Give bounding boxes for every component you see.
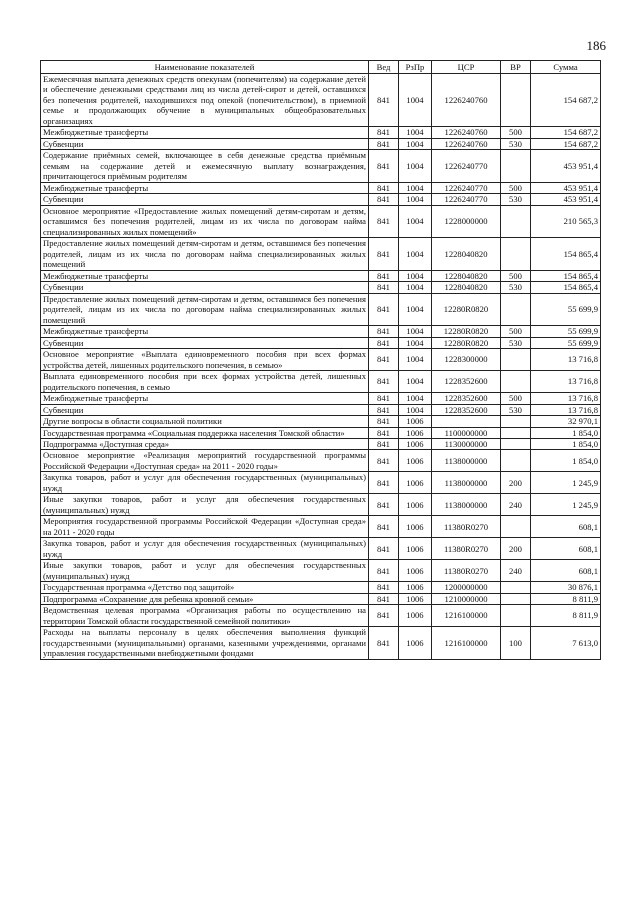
row-csr: 1228000000 [432, 205, 501, 237]
row-vr: 500 [501, 393, 531, 404]
row-rzpr: 1006 [399, 438, 432, 449]
row-rzpr: 1004 [399, 150, 432, 182]
table-row [41, 416, 601, 427]
row-vr [501, 205, 531, 237]
row-rzpr: 1006 [399, 472, 432, 494]
row-sum: 55 699,9 [531, 293, 601, 325]
row-ved: 841 [369, 627, 399, 659]
row-vr [501, 582, 531, 593]
table-row [41, 593, 601, 604]
row-vr [501, 605, 531, 627]
header-ved: Вед [369, 61, 399, 74]
row-ved: 841 [369, 194, 399, 205]
row-name: Закупка товаров, работ и услуг для обеспечения государственных (муниципальных) нужд [41, 538, 369, 560]
row-csr: 1228352600 [432, 404, 501, 415]
row-sum: 55 699,9 [531, 337, 601, 348]
table-row [41, 404, 601, 415]
row-vr: 500 [501, 270, 531, 281]
row-name: Межбюджетные трансферты [41, 182, 369, 193]
table-row [41, 337, 601, 348]
row-rzpr: 1004 [399, 371, 432, 393]
row-vr [501, 238, 531, 270]
row-ved: 841 [369, 593, 399, 604]
row-rzpr: 1004 [399, 74, 432, 127]
row-csr: 11380R0270 [432, 560, 501, 582]
row-csr: 1216100000 [432, 605, 501, 627]
table-row [41, 472, 601, 494]
row-sum: 30 876,1 [531, 582, 601, 593]
budget-table [40, 60, 601, 660]
row-rzpr: 1004 [399, 138, 432, 149]
row-vr: 530 [501, 282, 531, 293]
row-name: Подпрограмма «Доступная среда» [41, 438, 369, 449]
row-ved: 841 [369, 538, 399, 560]
row-rzpr: 1006 [399, 450, 432, 472]
row-rzpr: 1006 [399, 416, 432, 427]
table-row [41, 282, 601, 293]
row-rzpr: 1004 [399, 293, 432, 325]
row-vr [501, 74, 531, 127]
row-vr [501, 593, 531, 604]
row-vr [501, 438, 531, 449]
row-rzpr: 1004 [399, 349, 432, 371]
row-sum: 7 613,0 [531, 627, 601, 659]
row-ved: 841 [369, 605, 399, 627]
header-vr: ВР [501, 61, 531, 74]
row-vr: 530 [501, 337, 531, 348]
row-csr: 11380R0270 [432, 538, 501, 560]
table-row [41, 150, 601, 182]
row-sum: 210 565,3 [531, 205, 601, 237]
row-csr: 11380R0270 [432, 516, 501, 538]
row-sum: 1 245,9 [531, 494, 601, 516]
row-sum: 1 854,0 [531, 438, 601, 449]
row-vr: 200 [501, 472, 531, 494]
table-row [41, 74, 601, 127]
row-sum: 13 716,8 [531, 371, 601, 393]
header-name: Наименование показателей [41, 61, 369, 74]
row-rzpr: 1004 [399, 205, 432, 237]
row-ved: 841 [369, 270, 399, 281]
table-row [41, 238, 601, 270]
row-csr: 12280R0820 [432, 326, 501, 337]
row-rzpr: 1004 [399, 326, 432, 337]
row-vr [501, 293, 531, 325]
table-row [41, 371, 601, 393]
row-sum: 453 951,4 [531, 182, 601, 193]
table-row [41, 582, 601, 593]
row-name: Основное мероприятие «Выплата единовременного пособия при всех формах устройства детей, лишенных родительского попечения, в семью» [41, 349, 369, 371]
row-csr: 1228300000 [432, 349, 501, 371]
row-csr: 1228352600 [432, 371, 501, 393]
row-vr: 500 [501, 127, 531, 138]
header-sum: Сумма [531, 61, 601, 74]
row-csr: 1228040820 [432, 282, 501, 293]
row-name: Другие вопросы в области социальной политики [41, 416, 369, 427]
row-sum: 154 865,4 [531, 238, 601, 270]
row-ved: 841 [369, 371, 399, 393]
table-row [41, 293, 601, 325]
table-row [41, 138, 601, 149]
row-sum: 13 716,8 [531, 349, 601, 371]
row-name: Ведомственная целевая программа «Организация работы по осуществлению на территории Томской области государственной семейной политики» [41, 605, 369, 627]
row-csr: 1226240770 [432, 150, 501, 182]
row-name: Межбюджетные трансферты [41, 270, 369, 281]
row-name: Предоставление жилых помещений детям-сиротам и детям, оставшимся без попечения родителей, лицам из их числа по договорам найма специализированных жилых помещений [41, 238, 369, 270]
row-ved: 841 [369, 516, 399, 538]
row-name: Межбюджетные трансферты [41, 127, 369, 138]
table-row [41, 182, 601, 193]
row-ved: 841 [369, 150, 399, 182]
row-name: Межбюджетные трансферты [41, 326, 369, 337]
row-vr: 240 [501, 494, 531, 516]
table-row [41, 326, 601, 337]
row-csr: 1226240760 [432, 127, 501, 138]
row-rzpr: 1006 [399, 582, 432, 593]
row-csr: 1200000000 [432, 582, 501, 593]
table-row [41, 560, 601, 582]
row-rzpr: 1006 [399, 427, 432, 438]
row-ved: 841 [369, 427, 399, 438]
table-row [41, 438, 601, 449]
row-rzpr: 1004 [399, 194, 432, 205]
row-ved: 841 [369, 450, 399, 472]
table-row [41, 516, 601, 538]
table-row [41, 427, 601, 438]
header-csr: ЦСР [432, 61, 501, 74]
row-ved: 841 [369, 404, 399, 415]
row-sum: 608,1 [531, 516, 601, 538]
row-name: Расходы на выплаты персоналу в целях обеспечения выполнения функций государственными (муниципальными) органами, казенными учреждениями, органами управления государственными внебюджетными фондами [41, 627, 369, 659]
row-csr: 1210000000 [432, 593, 501, 604]
row-csr: 1130000000 [432, 438, 501, 449]
row-name: Субвенции [41, 404, 369, 415]
row-vr [501, 349, 531, 371]
row-sum: 1 245,9 [531, 472, 601, 494]
row-csr: 12280R0820 [432, 293, 501, 325]
row-csr: 1216100000 [432, 627, 501, 659]
row-name: Содержание приёмных семей, включающее в себя денежные средства приёмным семьям на содержание детей и ежемесячную выплату вознаграждения, причитающегося приёмным родителям [41, 150, 369, 182]
row-csr: 1138000000 [432, 450, 501, 472]
row-name: Иные закупки товаров, работ и услуг для обеспечения государственных (муниципальных) нужд [41, 494, 369, 516]
table-row [41, 538, 601, 560]
row-ved: 841 [369, 182, 399, 193]
row-name: Субвенции [41, 337, 369, 348]
row-rzpr: 1006 [399, 593, 432, 604]
row-ved: 841 [369, 238, 399, 270]
row-csr: 1226240770 [432, 182, 501, 193]
row-ved: 841 [369, 393, 399, 404]
row-ved: 841 [369, 138, 399, 149]
row-vr: 530 [501, 138, 531, 149]
row-name: Основное мероприятие «Предоставление жилых помещений детям-сиротам и детям, оставшимся без попечения родителей, лицам из их числа по договорам найма специализированных жилых помещений» [41, 205, 369, 237]
row-name: Мероприятия государственной программы Российской Федерации «Доступная среда» на 2011 - 2020 годы [41, 516, 369, 538]
row-name: Субвенции [41, 138, 369, 149]
row-ved: 841 [369, 472, 399, 494]
row-sum: 154 687,2 [531, 138, 601, 149]
row-ved: 841 [369, 560, 399, 582]
row-csr: 1228352600 [432, 393, 501, 404]
row-rzpr: 1006 [399, 516, 432, 538]
table-header-row [41, 61, 601, 74]
row-rzpr: 1006 [399, 538, 432, 560]
row-vr [501, 427, 531, 438]
row-rzpr: 1006 [399, 605, 432, 627]
row-csr: 1226240770 [432, 194, 501, 205]
row-sum: 1 854,0 [531, 427, 601, 438]
row-rzpr: 1006 [399, 560, 432, 582]
row-ved: 841 [369, 349, 399, 371]
row-ved: 841 [369, 337, 399, 348]
row-csr: 1138000000 [432, 494, 501, 516]
row-sum: 154 865,4 [531, 270, 601, 281]
row-rzpr: 1004 [399, 182, 432, 193]
row-name: Выплата единовременного пособия при всех формах устройства детей, лишенных родительского попечения, в семью [41, 371, 369, 393]
row-vr: 100 [501, 627, 531, 659]
row-rzpr: 1004 [399, 393, 432, 404]
row-ved: 841 [369, 438, 399, 449]
table-row [41, 205, 601, 237]
row-rzpr: 1004 [399, 337, 432, 348]
row-csr: 1228040820 [432, 238, 501, 270]
row-name: Иные закупки товаров, работ и услуг для обеспечения государственных (муниципальных) нужд [41, 560, 369, 582]
row-name: Государственная программа «Социальная поддержка населения Томской области» [41, 427, 369, 438]
row-vr: 500 [501, 326, 531, 337]
row-sum: 154 687,2 [531, 74, 601, 127]
row-csr: 1226240760 [432, 74, 501, 127]
row-csr: 12280R0820 [432, 337, 501, 348]
table-row [41, 270, 601, 281]
row-rzpr: 1006 [399, 494, 432, 516]
row-sum: 32 970,1 [531, 416, 601, 427]
row-sum: 13 716,8 [531, 404, 601, 415]
header-rzpr: РзПр [399, 61, 432, 74]
row-sum: 13 716,8 [531, 393, 601, 404]
row-ved: 841 [369, 326, 399, 337]
row-rzpr: 1004 [399, 238, 432, 270]
row-rzpr: 1004 [399, 404, 432, 415]
row-sum: 154 865,4 [531, 282, 601, 293]
row-name: Закупка товаров, работ и услуг для обеспечения государственных (муниципальных) нужд [41, 472, 369, 494]
row-name: Субвенции [41, 194, 369, 205]
table-row [41, 627, 601, 659]
table-row [41, 349, 601, 371]
row-vr [501, 450, 531, 472]
row-ved: 841 [369, 293, 399, 325]
row-sum: 608,1 [531, 560, 601, 582]
row-vr [501, 516, 531, 538]
row-sum: 55 699,9 [531, 326, 601, 337]
page-number: 186 [586, 38, 606, 53]
row-sum: 8 811,9 [531, 593, 601, 604]
row-name: Подпрограмма «Сохранение для ребенка кровной семьи» [41, 593, 369, 604]
row-ved: 841 [369, 416, 399, 427]
row-name: Государственная программа «Детство под защитой» [41, 582, 369, 593]
row-sum: 1 854,0 [531, 450, 601, 472]
row-name: Ежемесячная выплата денежных средств опекунам (попечителям) на содержание детей и обеспечение денежными средствами лиц из числа детей-сирот и детей, оставшихся без попечения родителей, находившихся под опекой (попечительством), в приемной семье и продолжающих обучение в муниципальных общеобразовательных организациях [41, 74, 369, 127]
table-row [41, 127, 601, 138]
row-ved: 841 [369, 127, 399, 138]
row-sum: 453 951,4 [531, 194, 601, 205]
row-name: Предоставление жилых помещений детям-сиротам и детям, оставшимся без попечения родителей, лицам из их числа по договорам найма специализированных жилых помещений [41, 293, 369, 325]
table-row [41, 194, 601, 205]
table-row [41, 605, 601, 627]
table-row [41, 450, 601, 472]
row-vr [501, 371, 531, 393]
row-csr: 1228040820 [432, 270, 501, 281]
row-sum: 8 811,9 [531, 605, 601, 627]
table-row [41, 393, 601, 404]
row-ved: 841 [369, 205, 399, 237]
row-sum: 154 687,2 [531, 127, 601, 138]
row-rzpr: 1004 [399, 270, 432, 281]
table-row [41, 494, 601, 516]
row-vr [501, 150, 531, 182]
row-vr: 500 [501, 182, 531, 193]
row-vr [501, 416, 531, 427]
row-rzpr: 1004 [399, 127, 432, 138]
row-csr [432, 416, 501, 427]
row-ved: 841 [369, 74, 399, 127]
row-vr: 200 [501, 538, 531, 560]
row-vr: 530 [501, 404, 531, 415]
row-csr: 1226240760 [432, 138, 501, 149]
row-vr: 240 [501, 560, 531, 582]
row-sum: 608,1 [531, 538, 601, 560]
row-csr: 1138000000 [432, 472, 501, 494]
row-name: Субвенции [41, 282, 369, 293]
row-rzpr: 1004 [399, 282, 432, 293]
row-name: Основное мероприятие «Реализация мероприятий государственной программы Российской Федерации «Доступная среда» на 2011 - 2020 годы» [41, 450, 369, 472]
row-ved: 841 [369, 282, 399, 293]
row-ved: 841 [369, 494, 399, 516]
row-name: Межбюджетные трансферты [41, 393, 369, 404]
row-vr: 530 [501, 194, 531, 205]
row-sum: 453 951,4 [531, 150, 601, 182]
row-csr: 1100000000 [432, 427, 501, 438]
row-rzpr: 1006 [399, 627, 432, 659]
row-ved: 841 [369, 582, 399, 593]
